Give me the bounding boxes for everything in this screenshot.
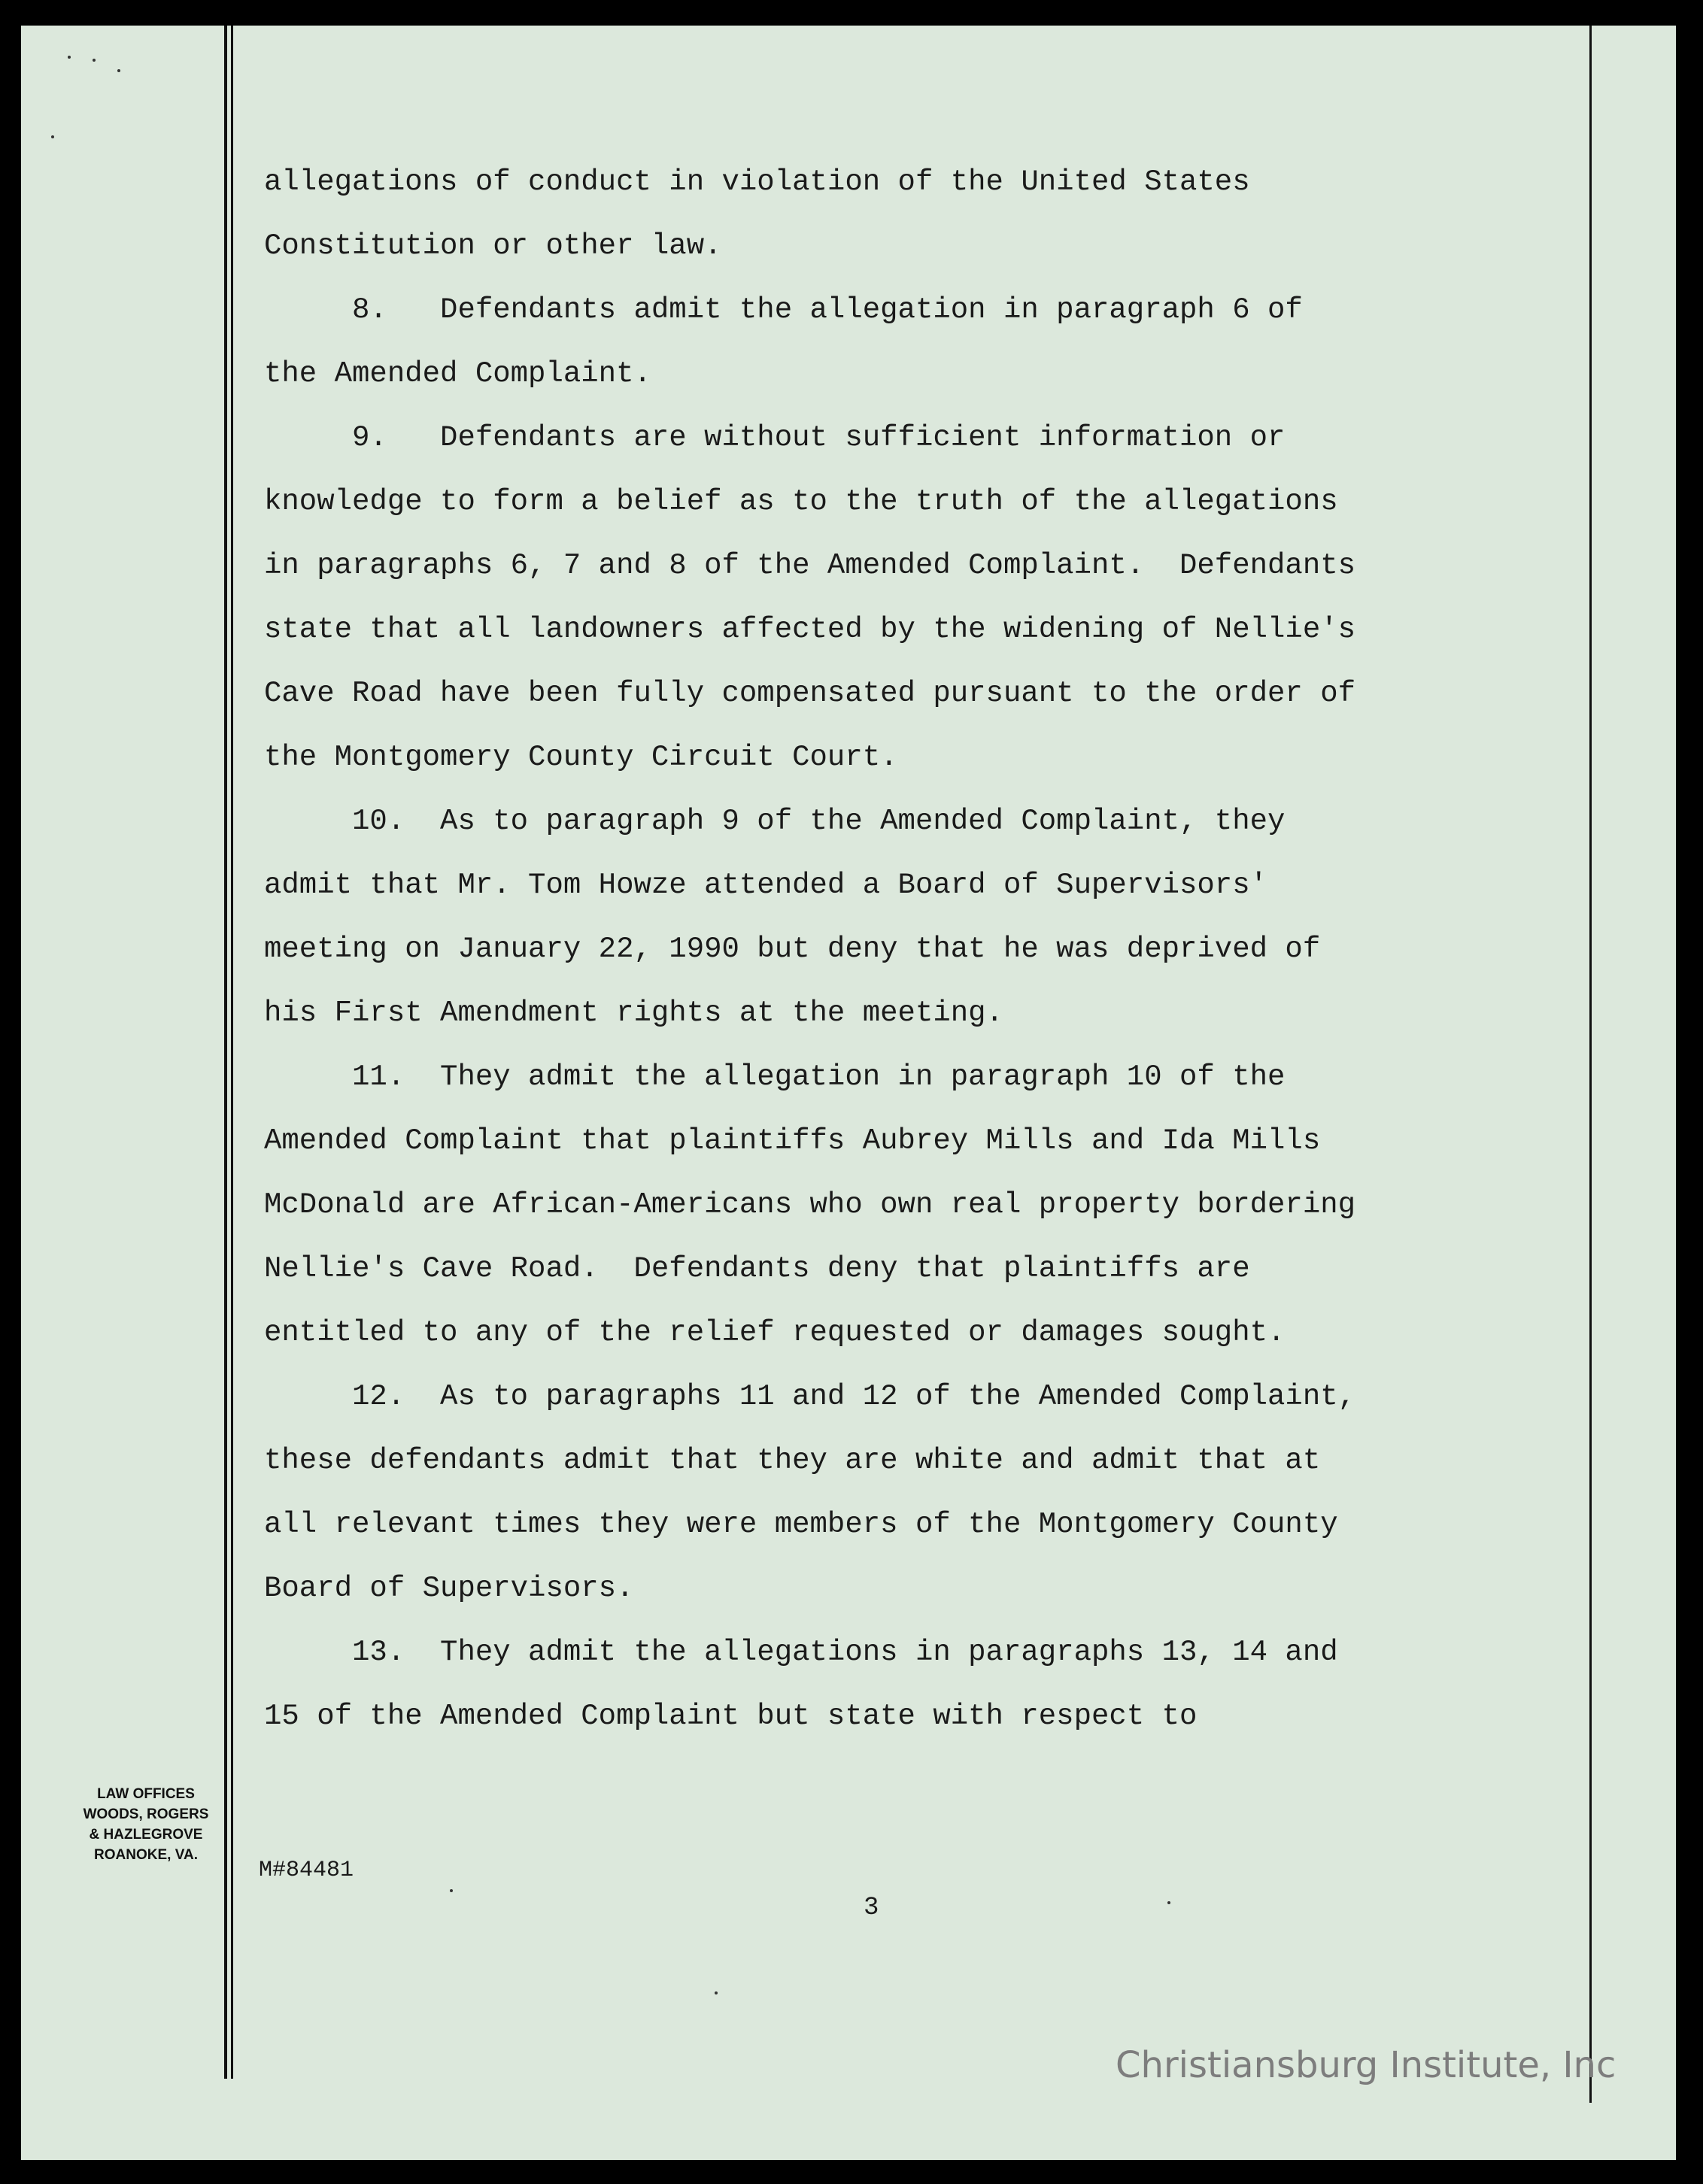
text-line: these defendants admit that they are white and admit that at: [264, 1444, 1321, 1477]
speck: [117, 69, 120, 72]
text-line: Constitution or other law.: [264, 229, 722, 262]
firm-line: ROANOKE, VA.: [94, 1847, 198, 1863]
text-line: Board of Supervisors.: [264, 1572, 634, 1605]
right-margin-rule: [1589, 26, 1592, 2103]
text-line: state that all landowners affected by the widening of Nellie's: [264, 613, 1356, 646]
text-line: meeting on January 22, 1990 but deny that he was deprived of: [264, 933, 1321, 966]
firm-line: & HAZLEGROVE: [89, 1827, 203, 1843]
speck: [715, 1991, 718, 1994]
text-line: allegations of conduct in violation of the United States: [264, 165, 1250, 199]
speck: [51, 135, 54, 138]
speck: [93, 59, 96, 62]
body-text: [264, 150, 1528, 1749]
speck: [1167, 1901, 1170, 1904]
text-line: admit that Mr. Tom Howze attended a Board of Supervisors': [264, 869, 1268, 902]
text-line: in paragraphs 6, 7 and 8 of the Amended Complaint. Defendants: [264, 549, 1356, 582]
text-line: all relevant times they were members of the Montgomery County: [264, 1508, 1338, 1541]
document-id: M#84481: [259, 1858, 354, 1883]
text-line: 8. Defendants admit the allegation in paragraph 6 of: [264, 293, 1303, 326]
left-margin-rule-outer: [224, 26, 227, 2079]
text-line: 11. They admit the allegation in paragraph 10 of the: [264, 1060, 1286, 1094]
watermark: Christiansburg Institute, Inc: [1116, 2044, 1616, 2086]
text-line: Nellie's Cave Road. Defendants deny that plaintiffs are: [264, 1252, 1250, 1285]
left-margin-rule-inner: [231, 26, 233, 2079]
text-line: 15 of the Amended Complaint but state with respect to: [264, 1700, 1198, 1733]
text-line: 10. As to paragraph 9 of the Amended Complaint, they: [264, 805, 1286, 838]
text-line: 9. Defendants are without sufficient information or: [264, 421, 1286, 454]
firm-line: WOODS, ROGERS: [83, 1806, 209, 1822]
page-number: 3: [864, 1894, 879, 1922]
text-line: knowledge to form a belief as to the truth of the allegations: [264, 485, 1338, 518]
speck: [68, 56, 71, 59]
text-line: his First Amendment rights at the meeting.: [264, 996, 1003, 1030]
text-line: 13. They admit the allegations in paragraphs 13, 14 and: [264, 1636, 1338, 1669]
text-line: McDonald are African-Americans who own real property bordering: [264, 1188, 1356, 1221]
law-firm-block: [56, 1784, 236, 1865]
text-line: the Montgomery County Circuit Court.: [264, 741, 898, 774]
text-line: Cave Road have been fully compensated pursuant to the order of: [264, 677, 1356, 710]
text-line: entitled to any of the relief requested or damages sought.: [264, 1316, 1286, 1349]
speck: [450, 1889, 453, 1892]
text-line: the Amended Complaint.: [264, 357, 651, 390]
document-page: [21, 26, 1676, 2160]
text-line: Amended Complaint that plaintiffs Aubrey Mills and Ida Mills: [264, 1124, 1321, 1157]
text-line: 12. As to paragraphs 11 and 12 of the Amended Complaint,: [264, 1380, 1356, 1413]
firm-line: LAW OFFICES: [97, 1786, 195, 1802]
